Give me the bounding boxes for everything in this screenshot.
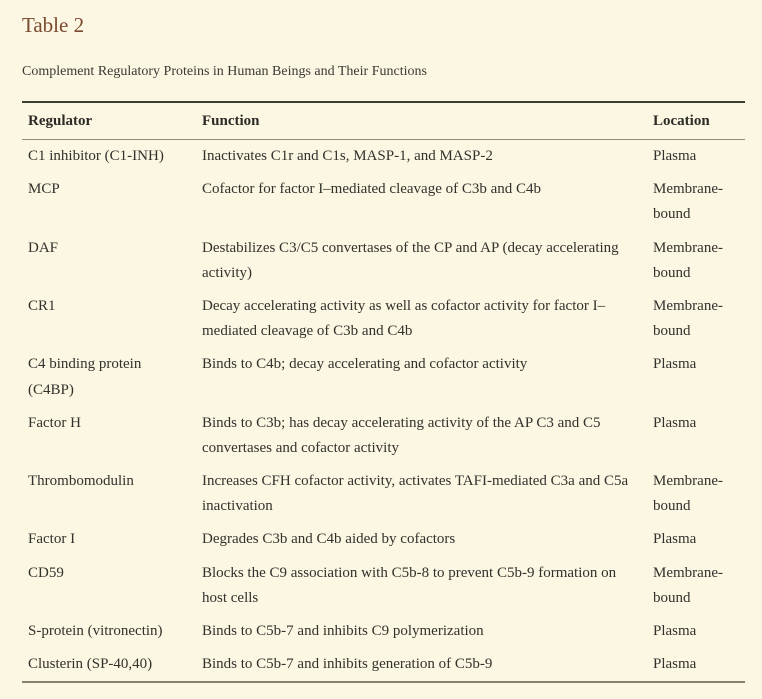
cell-location: Membrane-bound bbox=[653, 297, 723, 340]
cell-location: Membrane-bound bbox=[653, 181, 723, 223]
cell-location: Membrane-bound bbox=[653, 473, 723, 515]
table-row bbox=[22, 465, 745, 523]
table-row bbox=[22, 348, 745, 406]
cell-regulator: Factor H bbox=[28, 414, 81, 431]
cell-regulator: Thrombomodulin bbox=[28, 473, 134, 490]
cell-location: Plasma bbox=[653, 531, 697, 548]
table-body bbox=[22, 140, 745, 683]
complement-regulators-table bbox=[22, 101, 745, 683]
cell-function: Destabilizes C3/C5 convertases of the CP and AP (decay accelerating activity) bbox=[202, 239, 619, 281]
cell-location: Plasma bbox=[653, 148, 697, 164]
cell-regulator: C4 binding protein (C4BP) bbox=[28, 356, 142, 398]
cell-function: Binds to C3b; has decay accelerating activity of the AP C3 and C5 convertases and cofactor activity bbox=[202, 414, 601, 456]
cell-regulator: Clusterin (SP-40,40) bbox=[28, 656, 153, 673]
cell-function: Cofactor for factor I–mediated cleavage of C3b and C4b bbox=[202, 181, 542, 198]
cell-function: Increases CFH cofactor activity, activates TAFI-mediated C3a and C5a inactivation bbox=[202, 473, 629, 515]
cell-location: Plasma bbox=[653, 414, 697, 431]
table-row bbox=[22, 232, 745, 290]
cell-location: Plasma bbox=[653, 623, 697, 639]
table-row bbox=[22, 615, 745, 648]
cell-location: Plasma bbox=[653, 356, 697, 373]
cell-function: Binds to C4b; decay accelerating and cofactor activity bbox=[202, 356, 528, 373]
cell-regulator: Factor I bbox=[28, 531, 76, 548]
table-row bbox=[22, 290, 745, 348]
cell-regulator: MCP bbox=[28, 181, 60, 198]
column-header-regulator: Regulator bbox=[22, 102, 196, 140]
table-row bbox=[22, 407, 745, 465]
cell-location: Membrane-bound bbox=[653, 564, 723, 606]
cell-function: Inactivates C1r and C1s, MASP-1, and MASP-2 bbox=[202, 148, 493, 164]
cell-function: Decay accelerating activity as well as cofactor activity for factor I–mediated cleavage of C3b and C4b bbox=[202, 297, 606, 340]
cell-regulator: CR1 bbox=[28, 297, 56, 314]
table-header-row bbox=[22, 102, 745, 140]
table-row bbox=[22, 173, 745, 231]
table-row bbox=[22, 648, 745, 682]
table-row bbox=[22, 523, 745, 556]
cell-function: Binds to C5b-7 and inhibits generation of C5b-9 bbox=[202, 656, 493, 673]
cell-function: Degrades C3b and C4b aided by cofactors bbox=[202, 531, 456, 548]
cell-function: Binds to C5b-7 and inhibits C9 polymerization bbox=[202, 623, 484, 639]
cell-function: Blocks the C9 association with C5b-8 to prevent C5b-9 formation on host cells bbox=[202, 564, 617, 606]
table-caption: Complement Regulatory Proteins in Human Beings and Their Functions bbox=[22, 64, 427, 79]
table-row bbox=[22, 140, 745, 174]
cell-regulator: DAF bbox=[28, 239, 59, 256]
cell-regulator: C1 inhibitor (C1-INH) bbox=[28, 148, 164, 164]
cell-location: Plasma bbox=[653, 656, 697, 673]
column-header-function: Function bbox=[196, 102, 647, 140]
column-header-location: Location bbox=[647, 102, 745, 140]
table-row bbox=[22, 557, 745, 615]
cell-regulator: CD59 bbox=[28, 564, 64, 581]
cell-location: Membrane-bound bbox=[653, 239, 723, 281]
cell-regulator: S-protein (vitronectin) bbox=[28, 623, 163, 639]
table-label: Table 2 bbox=[22, 13, 85, 37]
